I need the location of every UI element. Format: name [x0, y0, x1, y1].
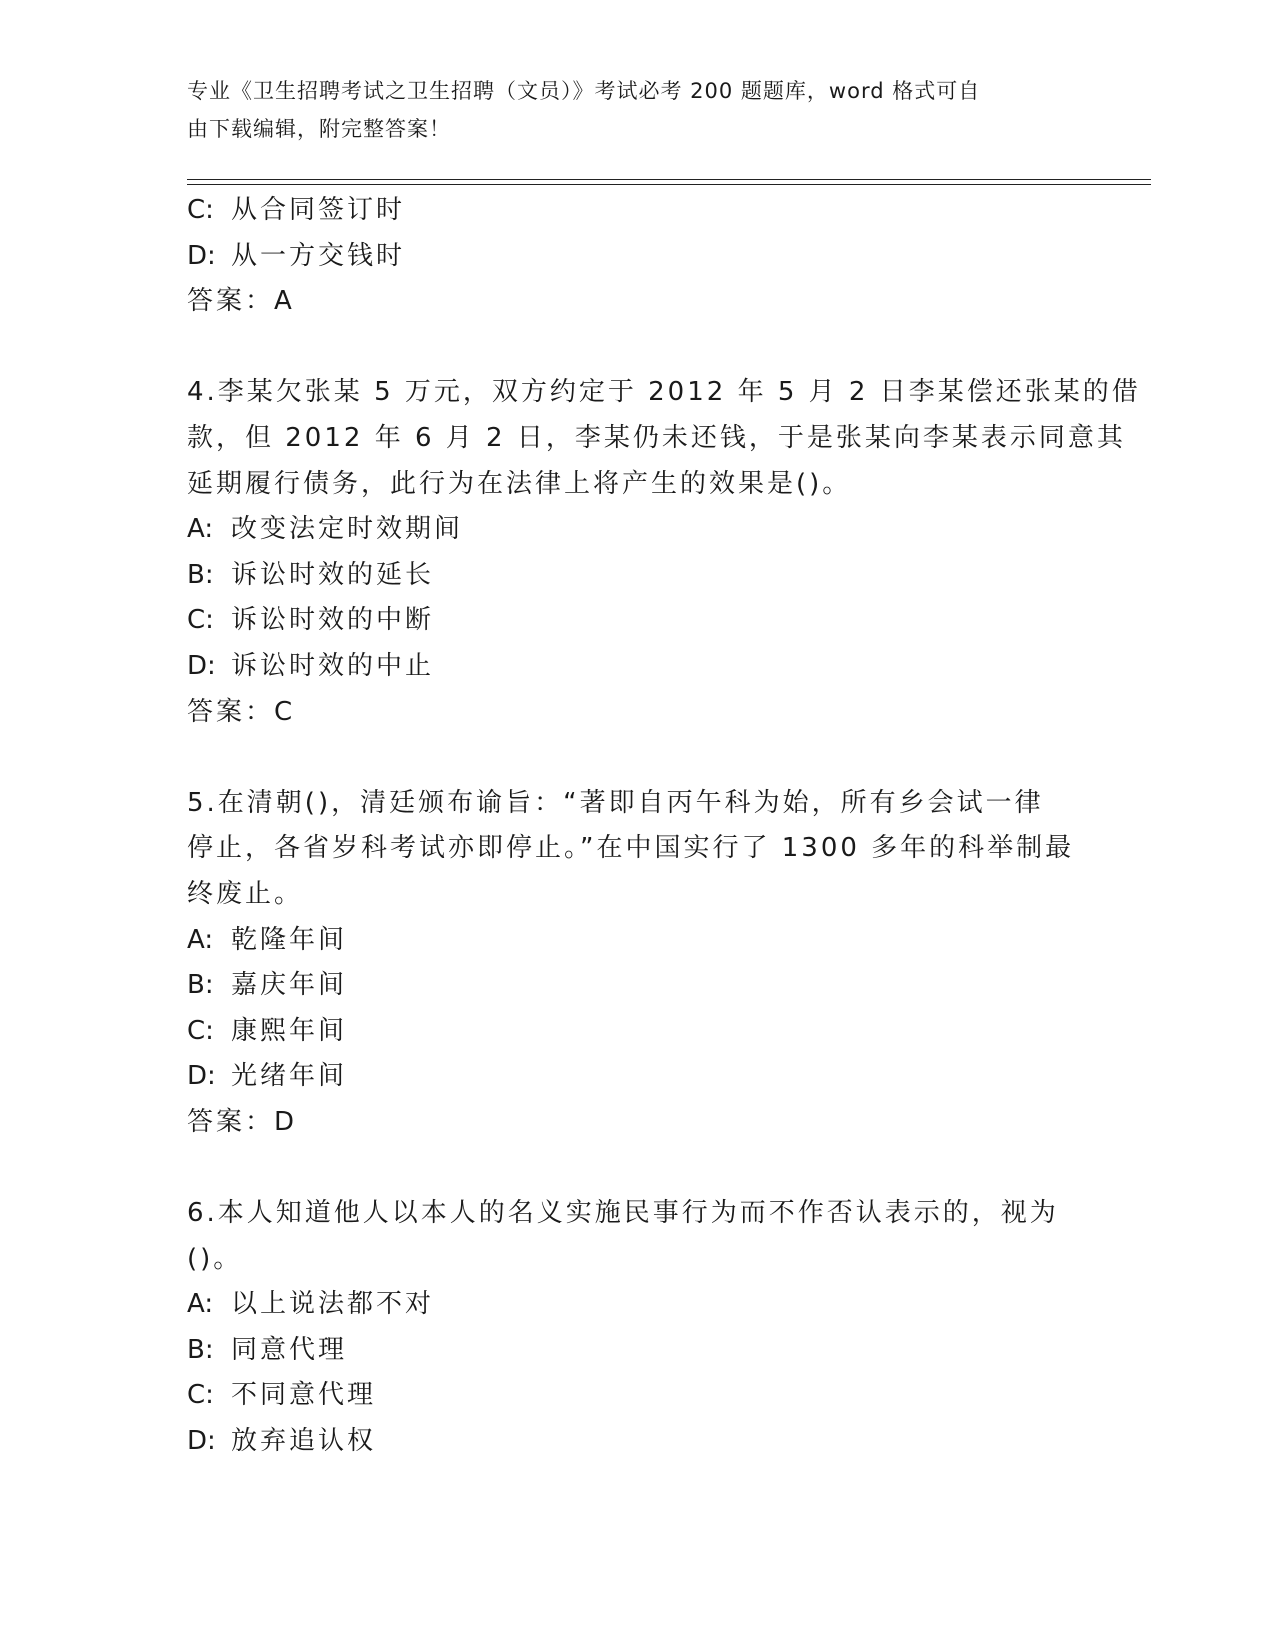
answer: 答案：D: [187, 1106, 298, 1137]
question-4: [187, 370, 1141, 735]
question-text-line: 延期履行债务，此行为在法律上将产生的效果是()。: [187, 468, 852, 499]
option-c: C: 康熙年间: [187, 1015, 348, 1046]
option-a: A: 以上说法都不对: [187, 1289, 435, 1320]
option-d: D: 光绪年间: [187, 1061, 348, 1092]
option-a: A: 改变法定时效期间: [187, 514, 464, 545]
header-divider-top: [187, 179, 1151, 180]
question-text-line: 终废止。: [187, 878, 304, 909]
option-b: B: 嘉庆年间: [187, 970, 348, 1001]
question-5: [187, 781, 1087, 1146]
question-list: [187, 188, 1141, 1465]
option-b: B: 同意代理: [187, 1334, 348, 1365]
header-line-1: 专业《卫生招聘考试之卫生招聘（文员）》考试必考 200 题题库，word 格式可自: [187, 79, 981, 103]
option-c: C: 从合同签订时: [187, 195, 406, 225]
option-d: D: 诉讼时效的中止: [187, 650, 435, 681]
question-6: [187, 1191, 1087, 1465]
question-text-line: 4.李某欠张某 5 万元，双方约定于 2012 年 5 月 2 日李某偿还张某的借: [187, 377, 1141, 408]
question-text-line: 款，但 2012 年 6 月 2 日，李某仍未还钱，于是张某向李某表示同意其: [187, 422, 1126, 453]
option-c: C: 诉讼时效的中断: [187, 605, 435, 636]
question-text-line: ()。: [187, 1243, 243, 1274]
option-d: D: 放弃追认权: [187, 1426, 377, 1457]
answer: 答案：C: [187, 696, 296, 727]
question-text-line: 停止，各省岁科考试亦即停止。”在中国实行了 1300 多年的科举制最: [187, 833, 1075, 864]
header-line-2: 由下载编辑，附完整答案！: [187, 117, 451, 141]
question-text-line: 6.本人知道他人以本人的名义实施民事行为而不作否认表示的，视为: [187, 1198, 1059, 1229]
option-d: D: 从一方交钱时: [187, 240, 406, 271]
answer: 答案：A: [187, 286, 295, 317]
option-b: B: 诉讼时效的延长: [187, 559, 435, 590]
question-text-line: 5.在清朝()，清廷颁布谕旨：“著即自丙午科为始，所有乡会试一律: [187, 787, 1044, 818]
question-partial: [187, 188, 1087, 325]
header-divider-bottom: [187, 184, 1151, 185]
option-c: C: 不同意代理: [187, 1380, 377, 1411]
document-header: [187, 72, 1067, 148]
option-a: A: 乾隆年间: [187, 924, 348, 955]
